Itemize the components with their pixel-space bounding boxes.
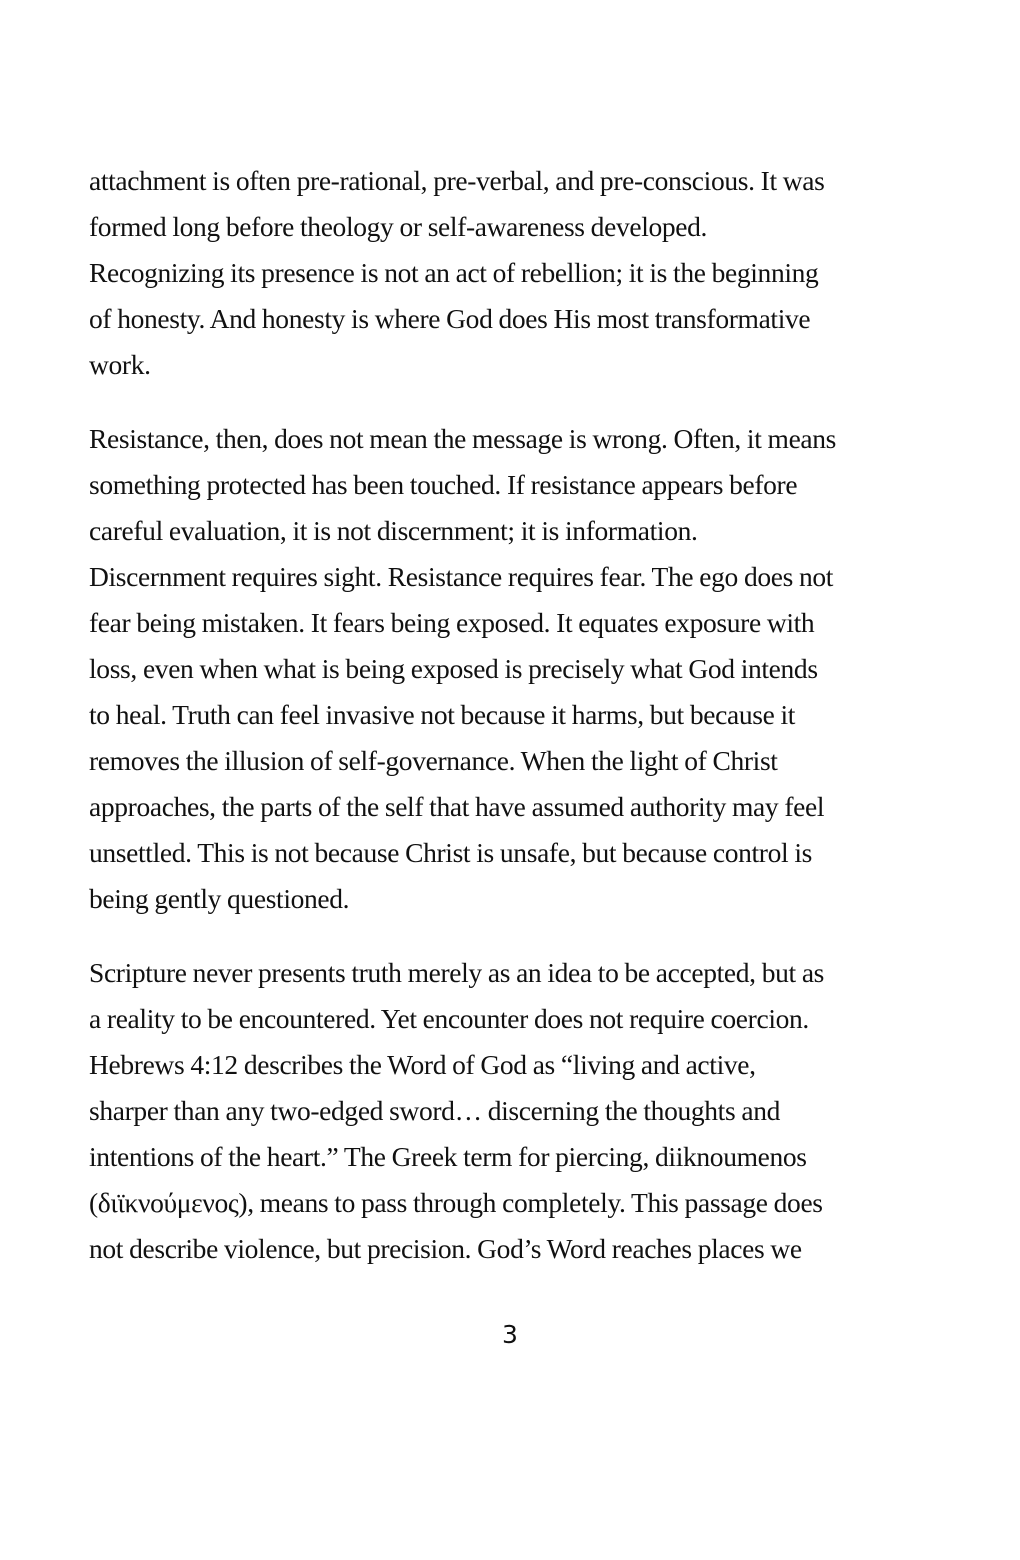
text-line: not describe violence, but precision. God’s Word reaches places we — [89, 1233, 802, 1264]
paragraph-2 — [89, 416, 939, 922]
text-line: to heal. Truth can feel invasive not because it harms, but because it — [89, 699, 796, 730]
text-line: something protected has been touched. If resistance appears before — [89, 469, 798, 500]
body-text — [89, 158, 939, 1300]
page-number: 3 — [502, 1320, 518, 1349]
text-line: approaches, the parts of the self that have assumed authority may feel — [89, 791, 825, 822]
text-line: unsettled. This is not because Christ is unsafe, but because control is — [89, 837, 812, 868]
text-line: being gently questioned. — [89, 883, 350, 914]
text-line: of honesty. And honesty is where God does His most transformative — [89, 303, 811, 334]
text-line: fear being mistaken. It fears being exposed. It equates exposure with — [89, 607, 815, 638]
text-line: Scripture never presents truth merely as an idea to be accepted, but as — [89, 957, 825, 988]
text-line: attachment is often pre-rational, pre-verbal, and pre-conscious. It was — [89, 165, 825, 196]
text-line: (διϊκνούμενος), means to pass through completely. This passage does — [89, 1187, 823, 1218]
text-line: Hebrews 4:12 describes the Word of God as “living and active, — [89, 1049, 756, 1080]
text-line: formed long before theology or self-awareness developed. — [89, 211, 708, 242]
text-line: loss, even when what is being exposed is precisely what God intends — [89, 653, 818, 684]
text-line: careful evaluation, it is not discernment; it is information. — [89, 515, 698, 546]
paragraph-3 — [89, 950, 939, 1272]
text-line: intentions of the heart.” The Greek term for piercing, diiknoumenos — [89, 1141, 807, 1172]
text-line: Recognizing its presence is not an act of rebellion; it is the beginning — [89, 257, 819, 288]
text-line: removes the illusion of self-governance. When the light of Christ — [89, 745, 778, 776]
text-line: sharper than any two-edged sword… discerning the thoughts and — [89, 1095, 781, 1126]
paragraph-1 — [89, 158, 939, 388]
text-line: Resistance, then, does not mean the message is wrong. Often, it means — [89, 423, 837, 454]
text-line: Discernment requires sight. Resistance requires fear. The ego does not — [89, 561, 834, 592]
text-line: work. — [89, 349, 151, 380]
text-line: a reality to be encountered. Yet encounter does not require coercion. — [89, 1003, 809, 1034]
